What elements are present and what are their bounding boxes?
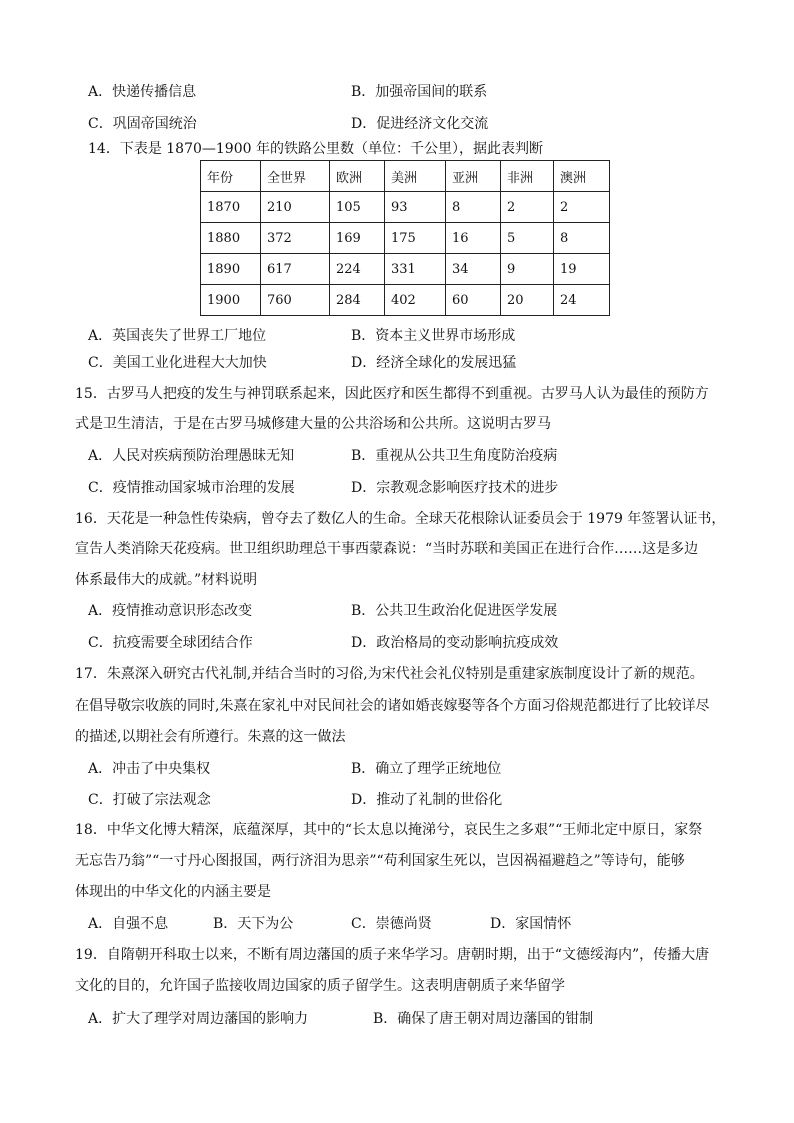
q17-option-d: D．推动了礼制的世俗化 [351,792,503,808]
q14-option-b: B．资本主义世界市场形成 [351,328,516,344]
q13-option-b: B．加强帝国间的联系 [351,84,488,100]
q19-stem-line1: 19．自隋朝开科取士以来，不断有周边藩国的质子来华学习。唐朝时期，出于“文德绥海内”，传播大唐 [75,947,710,963]
q14-option-d: D．经济全球化的发展迅猛 [351,355,517,371]
q16-option-c: C．抗疫需要全球团结合作 [88,635,253,651]
q15-option-b: B．重视从公共卫生角度防治疫病 [351,448,558,464]
table-row [201,223,610,254]
q16-stem-line3: 体系最伟大的成就。”材料说明 [75,572,258,588]
q17-stem-line2: 在倡导敬宗收族的同时,朱熹在家礼中对民间社会的诸如婚丧嫁娶等各个方面习俗规范都进行了比较详尽 [75,698,710,714]
table-cell: 16 [446,223,501,254]
table-row [201,254,610,285]
q14-option-a: A．英国丧失了世界工厂地位 [88,328,267,344]
table-cell: 1900 [201,285,261,316]
table-cell: 24 [554,285,610,316]
q18-option-d: D．家国情怀 [490,916,572,932]
table-header-cell: 全世界 [261,161,330,192]
q18-option-a: A．自强不息 [88,916,169,932]
table-cell: 617 [261,254,330,285]
q17-option-a: A．冲击了中央集权 [88,761,211,777]
q14-stem: 14．下表是 1870—1900 年的铁路公里数（单位：千公里），据此表判断 [88,141,543,157]
q18-stem-line3: 体现出的中华文化的内涵主要是 [75,884,271,900]
q16-stem-line2: 宣告人类消除天花疫病。世卫组织助理总干事西蒙森说：“当时苏联和美国正在进行合作……这是多边 [75,541,699,557]
table-cell: 224 [330,254,385,285]
q17-option-c: C．打破了宗法观念 [88,792,211,808]
table-header-cell: 澳洲 [554,161,610,192]
table-cell: 175 [385,223,446,254]
q16-option-d: D．政治格局的变动影响抗疫成效 [351,635,559,651]
table-cell: 1890 [201,254,261,285]
q19-option-a: A．扩大了理学对周边藩国的影响力 [88,1011,309,1027]
table-cell: 210 [261,192,330,223]
table-header-cell: 非洲 [501,161,554,192]
q17-option-b: B．确立了理学正统地位 [351,761,502,777]
q13-option-a: A．快递传播信息 [88,84,197,100]
table-cell: 34 [446,254,501,285]
q16-stem-line1: 16．天花是一种急性传染病，曾夺去了数亿人的生命。全球天花根除认证委员会于 1979 年签署认证书， [75,511,726,527]
table-cell: 169 [330,223,385,254]
table-header-row [201,161,610,192]
table-cell: 8 [554,223,610,254]
q15-stem-line1: 15．古罗马人把疫的发生与神罚联系起来，因此医疗和医生都得不到重视。古罗马人认为最佳的预防方 [75,386,709,402]
q18-option-b: B．天下为公 [213,916,294,932]
table-cell: 284 [330,285,385,316]
table-cell: 19 [554,254,610,285]
table-cell: 105 [330,192,385,223]
table-cell: 60 [446,285,501,316]
q17-stem-line1: 17．朱熹深入研究古代礼制,并结合当时的习俗,为宋代社会礼仪特别是重建家族制度设计了新的规范。 [75,666,704,682]
q18-option-c: C．崇德尚贤 [351,916,432,932]
table-row [201,192,610,223]
table-cell: 1870 [201,192,261,223]
table-cell: 20 [501,285,554,316]
table-cell: 2 [501,192,554,223]
q16-option-a: A．疫情推动意识形态改变 [88,603,253,619]
q17-stem-line3: 的描述,以期社会有所遵行。朱熹的这一做法 [75,729,346,745]
q16-option-b: B．公共卫生政治化促进医学发展 [351,603,558,619]
q19-stem-line2: 文化的目的，允许国子监接收周边国家的质子留学生。这表明唐朝质子来华留学 [75,978,565,994]
q15-option-a: A．人民对疾病预防治理愚昧无知 [88,448,295,464]
table-header-cell: 美洲 [385,161,446,192]
table-header-cell: 亚洲 [446,161,501,192]
table-header-cell: 欧洲 [330,161,385,192]
railway-table [200,160,610,316]
table-cell: 372 [261,223,330,254]
q18-stem-line2: 无忘告乃翁”“一寸丹心图报国，两行济泪为思亲”“苟利国家生死以，岂因祸福避趋之”等诗句，能够 [75,853,685,869]
q18-stem-line1: 18．中华文化博大精深，底蕴深厚，其中的“长太息以掩涕兮，哀民生之多艰”“王师北定中原日，家祭 [75,822,703,838]
table-cell: 1880 [201,223,261,254]
q13-option-c: C．巩固帝国统治 [88,116,197,132]
table-cell: 2 [554,192,610,223]
table-cell: 9 [501,254,554,285]
table-header-cell: 年份 [201,161,261,192]
table-cell: 5 [501,223,554,254]
table-row [201,285,610,316]
q15-stem-line2: 式是卫生清洁，于是在古罗马城修建大量的公共浴场和公共所。这说明古罗马 [75,416,551,432]
table-cell: 93 [385,192,446,223]
q13-option-d: D．促进经济文化交流 [351,116,489,132]
table-cell: 331 [385,254,446,285]
q15-option-c: C．疫情推动国家城市治理的发展 [88,480,295,496]
table-cell: 760 [261,285,330,316]
table-cell: 8 [446,192,501,223]
q19-option-b: B．确保了唐王朝对周边藩国的钳制 [373,1011,594,1027]
q14-option-c: C．美国工业化进程大大加快 [88,355,267,371]
table-cell: 402 [385,285,446,316]
q15-option-d: D．宗教观念影响医疗技术的进步 [351,480,559,496]
